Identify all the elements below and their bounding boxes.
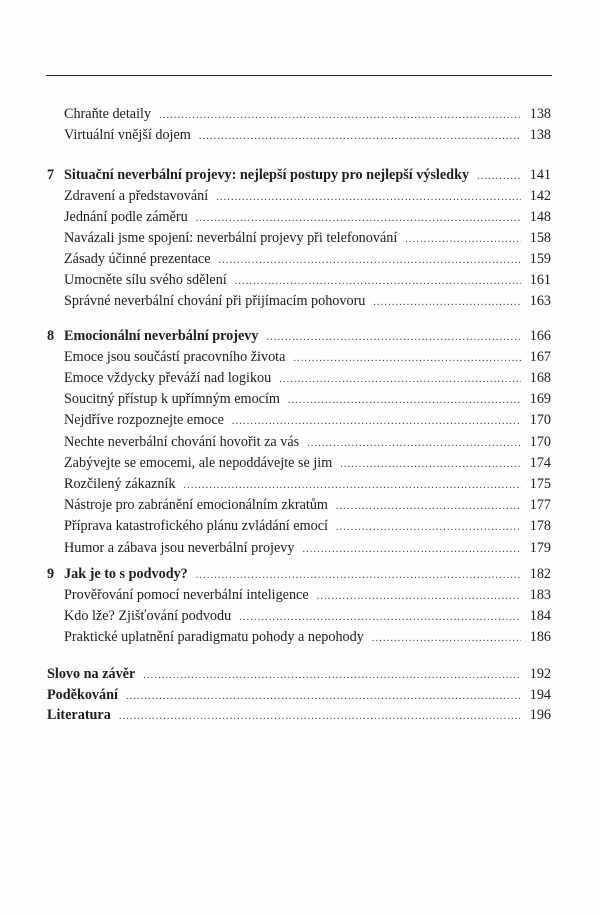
toc-entry-page: 138 (529, 106, 551, 122)
toc-entry-page: 148 (529, 209, 551, 225)
toc-entry-page: 178 (529, 518, 551, 534)
chapter-page: 141 (529, 167, 551, 183)
toc-entry-page: 138 (529, 127, 551, 143)
dot-leader (199, 126, 521, 148)
endmatter-page: 196 (529, 707, 551, 723)
toc-entry[interactable] (0, 452, 600, 474)
toc-entry[interactable] (0, 515, 600, 537)
toc-entry[interactable] (0, 537, 600, 559)
toc-entry[interactable] (0, 185, 600, 207)
toc-entry-title: Nástroje pro zabránění emocionálním zkratům (64, 497, 328, 513)
toc-entry-title: Kdo lže? Zjišťování podvodu (64, 608, 232, 624)
dot-leader (232, 411, 521, 433)
toc-entry[interactable] (0, 584, 600, 606)
endmatter-title: Poděkování (47, 687, 118, 703)
toc-entry[interactable] (0, 290, 600, 312)
toc-entry[interactable] (0, 103, 600, 125)
toc-entry-page: 186 (529, 629, 551, 645)
toc-entry-title: Umocněte sílu svého sdělení (64, 272, 227, 288)
toc-entry-page: 142 (529, 188, 551, 204)
toc-entry[interactable] (0, 388, 600, 410)
toc-entry[interactable] (0, 346, 600, 368)
dot-leader (373, 292, 521, 314)
toc-entry-page: 169 (529, 391, 551, 407)
toc-entry-page: 184 (529, 608, 551, 624)
endmatter-page: 194 (529, 687, 551, 703)
endmatter-page: 192 (529, 666, 551, 682)
toc-entry-page: 170 (529, 412, 551, 428)
toc-chapter-9[interactable] (0, 563, 600, 585)
toc-entry-title: Zdravení a představování (64, 188, 209, 204)
toc-entry[interactable] (0, 626, 600, 648)
toc-entry-page: 163 (529, 293, 551, 309)
toc-entry-title: Nechte neverbální chování hovořit za vás (64, 434, 300, 450)
toc-entry-page: 177 (529, 497, 551, 513)
toc-entry-page: 175 (529, 476, 551, 492)
toc-entry[interactable] (0, 367, 600, 389)
toc-entry[interactable] (0, 124, 600, 146)
toc-entry[interactable] (0, 227, 600, 249)
dot-leader (336, 517, 521, 539)
toc-entry[interactable] (0, 494, 600, 516)
toc-entry-title: Humor a zábava jsou neverbální projevy (64, 540, 295, 556)
toc-entry-page: 183 (529, 587, 551, 603)
dot-leader (302, 539, 521, 561)
toc-entry-title: Prověřování pomocí neverbální inteligence (64, 587, 309, 603)
toc-entry-title: Soucitný přístup k upřímným emocím (64, 391, 280, 407)
toc-entry-title: Rozčilený zákazník (64, 476, 176, 492)
toc-entry-title: Chraňte detaily (64, 106, 152, 122)
toc-entry-title: Emoce vždycky převáží nad logikou (64, 370, 272, 386)
chapter-number: 7 (47, 167, 55, 183)
chapter-number: 9 (47, 566, 55, 582)
toc-entry-title: Praktické uplatnění paradigmatu pohody a nepohody (64, 629, 364, 645)
toc-entry-title: Nejdříve rozpoznejte emoce (64, 412, 224, 428)
toc-entry[interactable] (0, 409, 600, 431)
toc-entry-title: Příprava katastrofického plánu zvládání emocí (64, 518, 328, 534)
toc-entry[interactable] (0, 431, 600, 453)
toc-entry-page: 158 (529, 230, 551, 246)
toc-entry-page: 174 (529, 455, 551, 471)
chapter-title: Emocionální neverbální projevy (64, 328, 259, 344)
toc-entry[interactable] (0, 248, 600, 270)
toc-entry-title: Navázali jsme spojení: neverbální projevy při telefonování (64, 230, 398, 246)
chapter-page: 182 (529, 566, 551, 582)
toc-endmatter-entry[interactable] (0, 704, 600, 726)
chapter-title: Situační neverbální projevy: nejlepší postupy pro nejlepší výsledky (64, 167, 470, 183)
toc-entry-title: Zabývejte se emocemi, ale nepoddávejte se jim (64, 455, 333, 471)
endmatter-title: Literatura (47, 707, 111, 723)
toc-entry-page: 167 (529, 349, 551, 365)
toc-entry[interactable] (0, 605, 600, 627)
toc-entry-page: 159 (529, 251, 551, 267)
toc-entry-title: Správné neverbální chování při přijímacím pohovoru (64, 293, 366, 309)
toc-entry-title: Jednání podle záměru (64, 209, 188, 225)
toc-chapter-8[interactable] (0, 325, 600, 347)
toc-entry-title: Zásady účinné prezentace (64, 251, 211, 267)
toc-chapter-7[interactable] (0, 164, 600, 186)
toc-entry[interactable] (0, 206, 600, 228)
toc-entry-page: 161 (529, 272, 551, 288)
chapter-title: Jak je to s podvody? (64, 566, 188, 582)
chapter-number: 8 (47, 328, 55, 344)
toc-entry-page: 179 (529, 540, 551, 556)
toc-entry[interactable] (0, 269, 600, 291)
toc-entry-page: 170 (529, 434, 551, 450)
toc-entry-page: 168 (529, 370, 551, 386)
toc-entry-title: Virtuální vnější dojem (64, 127, 191, 143)
toc-endmatter-entry[interactable] (0, 684, 600, 706)
dot-leader (372, 628, 521, 650)
toc-entry[interactable] (0, 473, 600, 495)
dot-leader (119, 706, 521, 728)
endmatter-title: Slovo na závěr (47, 666, 136, 682)
chapter-page: 166 (529, 328, 551, 344)
toc-endmatter-entry[interactable] (0, 663, 600, 685)
toc-entry-title: Emoce jsou součástí pracovního života (64, 349, 286, 365)
